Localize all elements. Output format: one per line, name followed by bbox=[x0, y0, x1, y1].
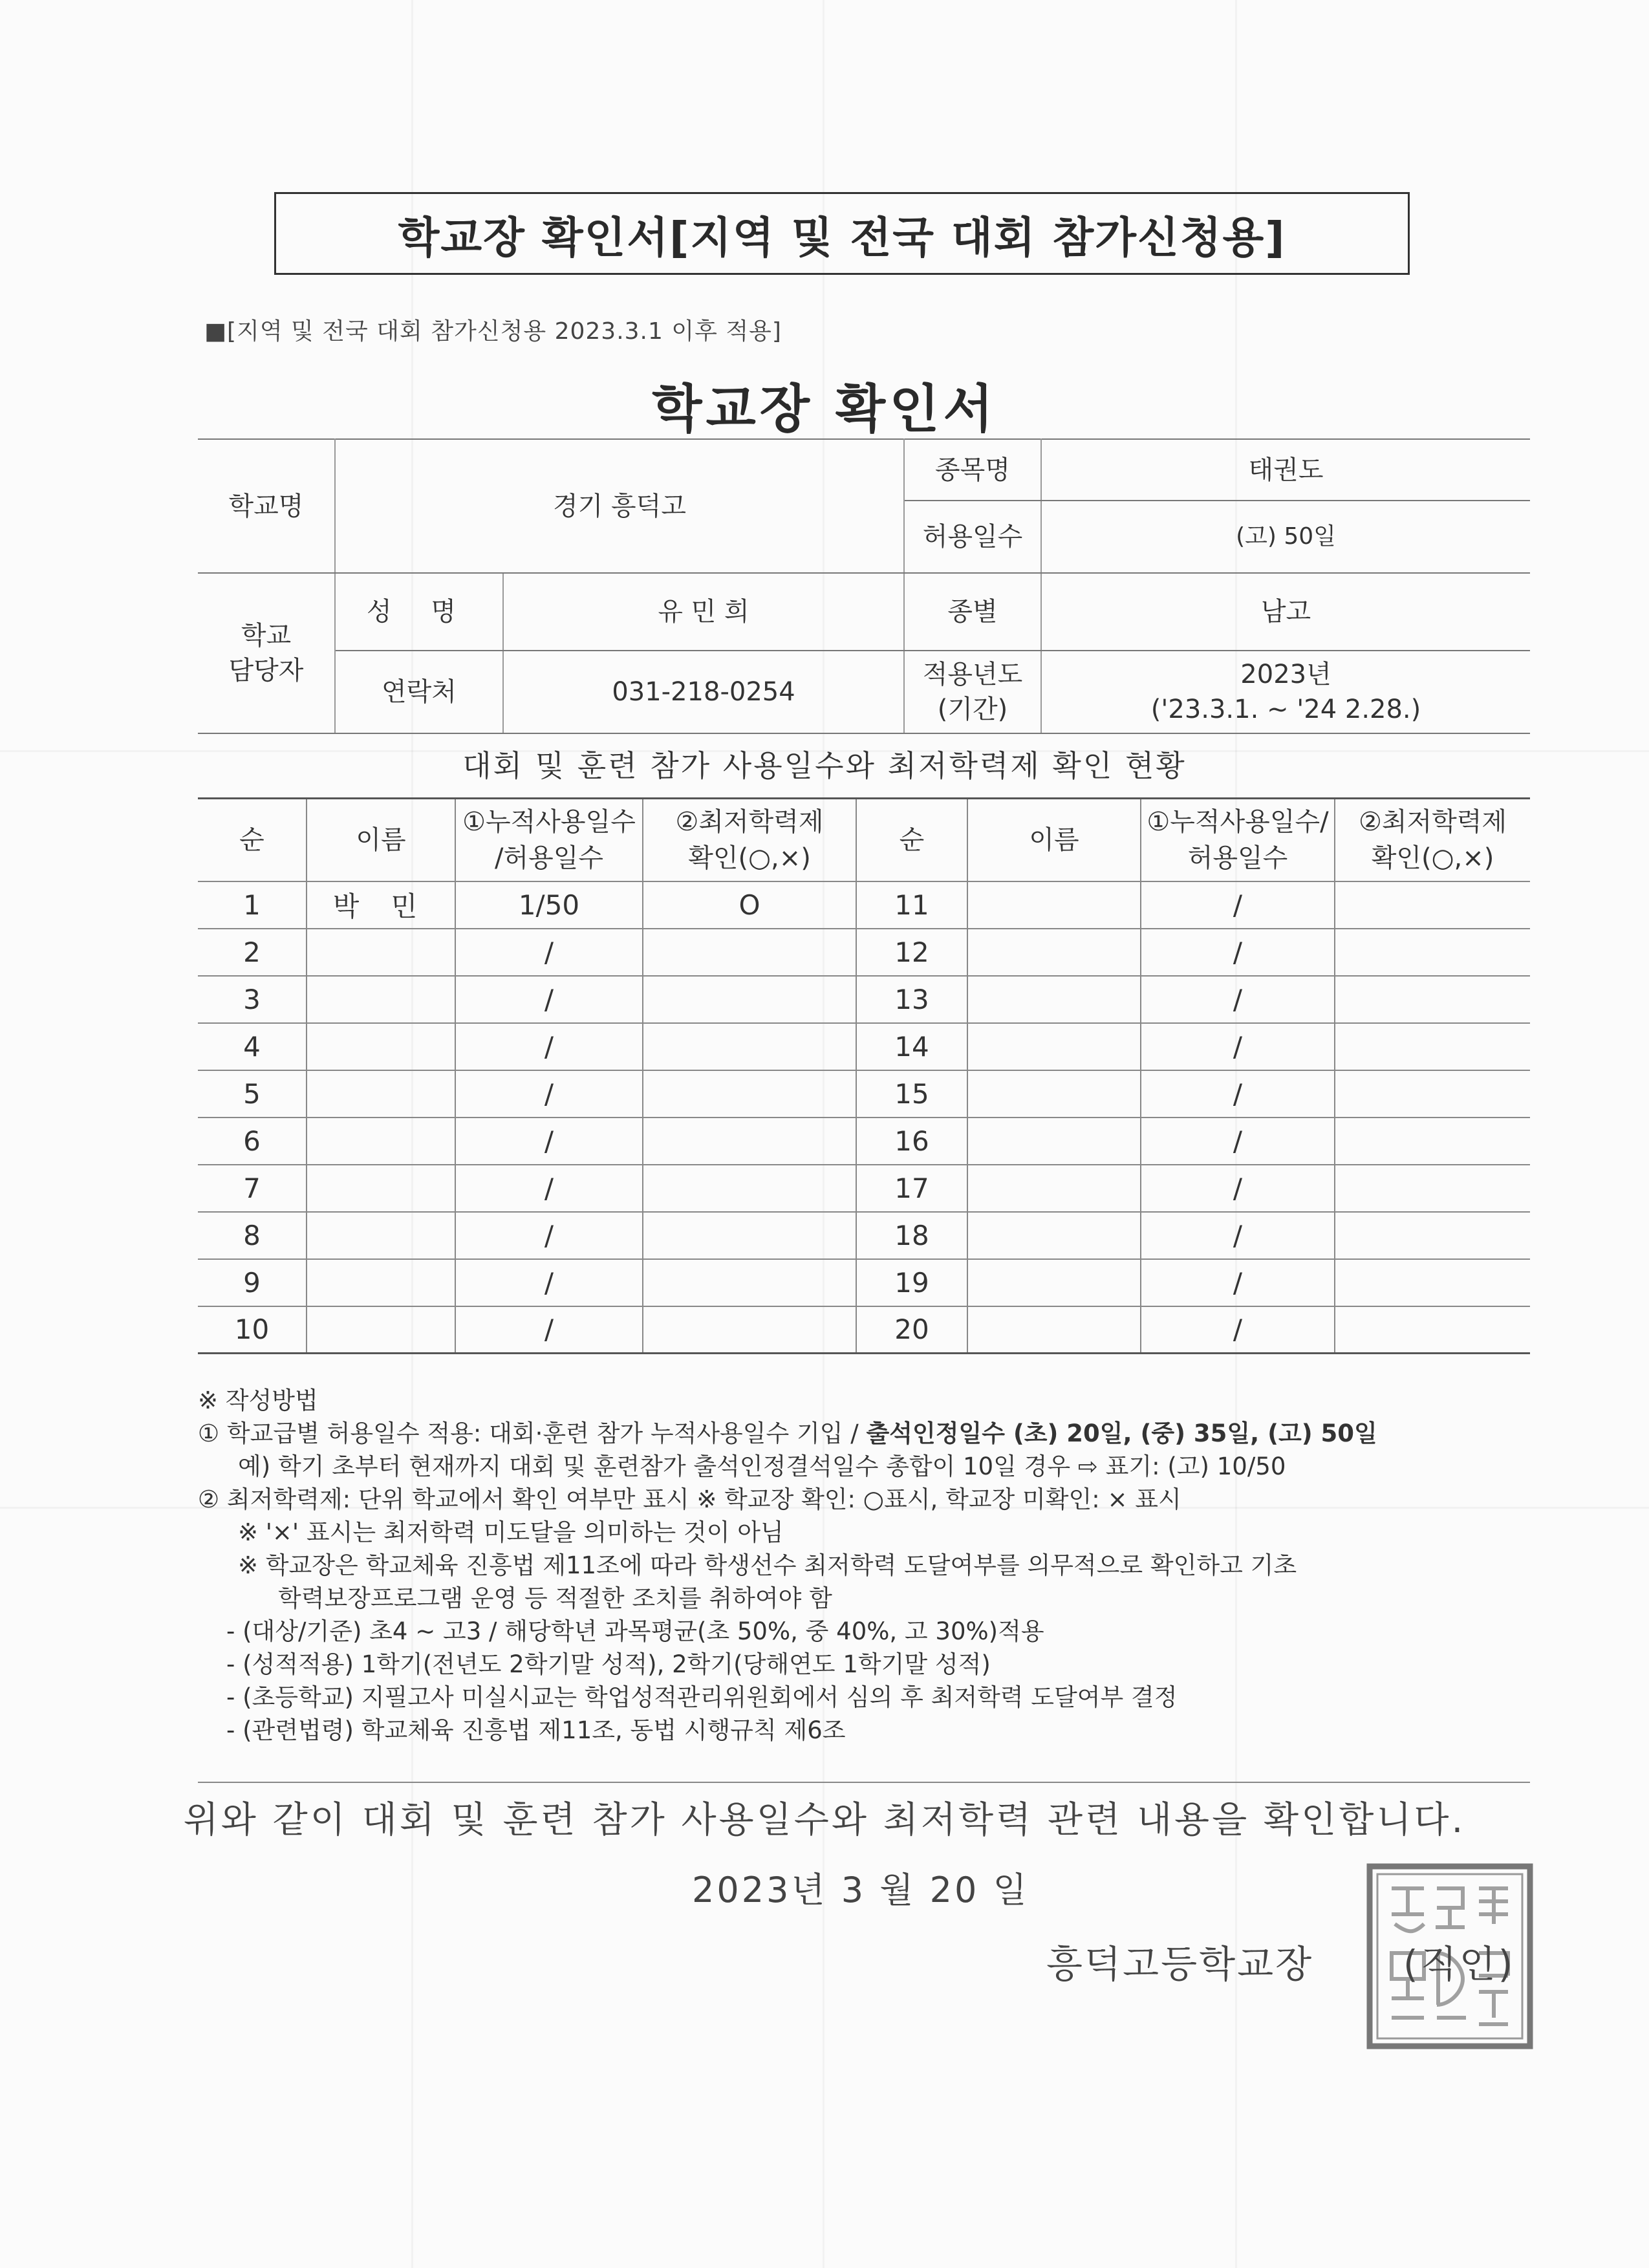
student-name bbox=[307, 1070, 455, 1118]
table-row bbox=[198, 976, 1530, 1023]
min-academic-check bbox=[643, 976, 856, 1023]
used-days: / bbox=[455, 1070, 643, 1118]
row-number: 16 bbox=[856, 1118, 967, 1165]
school-info-table bbox=[198, 438, 1530, 734]
min-academic-check bbox=[643, 929, 856, 976]
student-name bbox=[307, 976, 455, 1023]
student-name bbox=[307, 1259, 455, 1306]
student-name bbox=[967, 1023, 1141, 1070]
row-number: 1 bbox=[198, 881, 307, 929]
student-name bbox=[967, 1118, 1141, 1165]
row-number: 20 bbox=[856, 1306, 967, 1354]
used-days: / bbox=[1141, 1118, 1335, 1165]
seal-label: (직인) bbox=[1403, 1942, 1516, 1986]
row-number: 18 bbox=[856, 1212, 967, 1259]
table-row bbox=[198, 929, 1530, 976]
instruction-line: ※ 학교장은 학교체육 진흥법 제11조에 따라 학생선수 최저학력 도달여부를 의무적으로 확인하고 기초 bbox=[238, 1551, 1297, 1579]
header-num: 순 bbox=[198, 799, 307, 881]
used-days: / bbox=[455, 1165, 643, 1212]
header-check-line1: ②최저학력제 bbox=[675, 806, 824, 837]
table-row bbox=[198, 1165, 1530, 1212]
row-number: 4 bbox=[198, 1023, 307, 1070]
contact-value: 031-218-0254 bbox=[503, 651, 904, 733]
min-academic-check bbox=[643, 1118, 856, 1165]
used-days: / bbox=[455, 1306, 643, 1354]
application-note: ■[지역 및 전국 대회 참가신청용 2023.3.1 이후 적용] bbox=[204, 318, 782, 345]
row-number: 7 bbox=[198, 1165, 307, 1212]
name-label: 성 명 bbox=[335, 573, 503, 651]
student-name bbox=[307, 1023, 455, 1070]
used-days: / bbox=[1141, 1165, 1335, 1212]
used-days: / bbox=[455, 976, 643, 1023]
min-academic-check bbox=[643, 1165, 856, 1212]
student-name bbox=[967, 1259, 1141, 1306]
row-number: 6 bbox=[198, 1118, 307, 1165]
header-used-line1: ①누적사용일수 bbox=[462, 806, 636, 837]
header-check-line2: 확인(○,×) bbox=[688, 843, 811, 873]
table-row bbox=[198, 1259, 1530, 1306]
header-used-days-right bbox=[1141, 799, 1335, 881]
header-check-r-line1: ②최저학력제 bbox=[1358, 806, 1507, 837]
status-section-title: 대회 및 훈련 참가 사용일수와 최저학력제 확인 현황 bbox=[462, 748, 1187, 783]
confirmation-statement: 위와 같이 대회 및 훈련 참가 사용일수와 최저학력 관련 내용을 확인합니다. bbox=[183, 1799, 1466, 1841]
student-name: 박 민 bbox=[307, 881, 455, 929]
sport-label: 종목명 bbox=[904, 439, 1041, 501]
used-days: / bbox=[1141, 881, 1335, 929]
header-used-line2: /허용일수 bbox=[494, 843, 604, 873]
row-number: 3 bbox=[198, 976, 307, 1023]
min-academic-check bbox=[1335, 1165, 1530, 1212]
student-name bbox=[967, 1306, 1141, 1354]
row-number: 12 bbox=[856, 929, 967, 976]
min-academic-check bbox=[1335, 1023, 1530, 1070]
row-number: 2 bbox=[198, 929, 307, 976]
student-name bbox=[307, 929, 455, 976]
instruction-line: ※ '×' 표시는 최저학력 미도달을 의미하는 것이 아님 bbox=[238, 1518, 784, 1546]
header-used-r-line1: ①누적사용일수/ bbox=[1147, 806, 1329, 837]
year-label-line2: (기간) bbox=[937, 695, 1008, 724]
instruction-text: ① 학교급별 허용일수 적용: 대회·훈련 참가 누적사용일수 기입 / bbox=[198, 1420, 867, 1447]
divider bbox=[198, 1782, 1530, 1783]
min-academic-check bbox=[643, 1023, 856, 1070]
min-academic-check bbox=[1335, 1118, 1530, 1165]
row-number: 8 bbox=[198, 1212, 307, 1259]
row-number: 19 bbox=[856, 1259, 967, 1306]
used-days: / bbox=[1141, 1259, 1335, 1306]
student-name bbox=[967, 976, 1141, 1023]
instruction-line: - (관련법령) 학교체육 진흥법 제11조, 동법 시행규칙 제6조 bbox=[226, 1716, 846, 1744]
row-number: 10 bbox=[198, 1306, 307, 1354]
header-num-right: 순 bbox=[856, 799, 967, 881]
gender-label: 종별 bbox=[904, 573, 1041, 651]
min-academic-check bbox=[643, 1212, 856, 1259]
table-row bbox=[198, 1023, 1530, 1070]
manager-label bbox=[198, 573, 335, 733]
allowed-days-value: (고) 50일 bbox=[1041, 501, 1530, 573]
row-number: 11 bbox=[856, 881, 967, 929]
used-days: / bbox=[455, 929, 643, 976]
header-name: 이름 bbox=[307, 799, 455, 881]
school-label: 학교명 bbox=[198, 439, 335, 573]
instruction-line: 학력보장프로그램 운영 등 적절한 조치를 취하여야 함 bbox=[278, 1584, 832, 1612]
header-min-academic-right bbox=[1335, 799, 1530, 881]
used-days: / bbox=[1141, 1023, 1335, 1070]
manager-label-line2: 담당자 bbox=[228, 656, 304, 686]
min-academic-check bbox=[643, 1259, 856, 1306]
manager-name-value: 유 민 희 bbox=[503, 573, 904, 651]
instructions bbox=[198, 1384, 1536, 1747]
issue-date: 2023년 3 월 20 일 bbox=[692, 1870, 1029, 1910]
header-used-r-line2: 허용일수 bbox=[1187, 843, 1288, 873]
allowed-days-label: 허용일수 bbox=[904, 501, 1041, 573]
instructions-heading: ※ 작성방법 bbox=[198, 1387, 318, 1414]
student-name bbox=[307, 1212, 455, 1259]
used-days: / bbox=[1141, 1212, 1335, 1259]
document-box-title: 학교장 확인서[지역 및 전국 대회 참가신청용] bbox=[274, 192, 1410, 275]
used-days: / bbox=[455, 1259, 643, 1306]
year-label bbox=[904, 651, 1041, 733]
principal-title: 흥덕고등학교장 bbox=[1046, 1942, 1314, 1986]
table-row bbox=[198, 1212, 1530, 1259]
instruction-line bbox=[198, 1417, 1536, 1450]
student-name bbox=[967, 881, 1141, 929]
gender-value: 남고 bbox=[1041, 573, 1530, 651]
min-academic-check bbox=[1335, 976, 1530, 1023]
used-days: 1/50 bbox=[455, 881, 643, 929]
used-days: / bbox=[455, 1023, 643, 1070]
used-days: / bbox=[455, 1212, 643, 1259]
header-check-r-line2: 확인(○,×) bbox=[1371, 843, 1494, 873]
row-number: 17 bbox=[856, 1165, 967, 1212]
page-title: 학교장 확인서 bbox=[652, 379, 997, 439]
school-value: 경기 흥덕고 bbox=[335, 439, 904, 573]
min-academic-check bbox=[1335, 1259, 1530, 1306]
instruction-line: - (대상/기준) 초4 ~ 고3 / 해당학년 과목평균(초 50%, 중 40%, 고 30%)적용 bbox=[226, 1617, 1044, 1645]
student-name bbox=[307, 1306, 455, 1354]
min-academic-check bbox=[1335, 1212, 1530, 1259]
instruction-line: - (성적적용) 1학기(전년도 2학기말 성적), 2학기(당해연도 1학기말 성적) bbox=[226, 1650, 991, 1678]
instruction-line: - (초등학교) 지필고사 미실시교는 학업성적관리위원회에서 심의 후 최저학력 도달여부 결정 bbox=[226, 1683, 1178, 1711]
sport-value: 태권도 bbox=[1041, 439, 1530, 501]
roster-table bbox=[198, 797, 1530, 1354]
student-name bbox=[967, 929, 1141, 976]
min-academic-check bbox=[1335, 881, 1530, 929]
table-row bbox=[198, 881, 1530, 929]
used-days: / bbox=[1141, 929, 1335, 976]
year-value-line1: 2023년 bbox=[1240, 660, 1331, 689]
header-min-academic bbox=[643, 799, 856, 881]
year-value-line2: ('23.3.1. ~ '24 2.28.) bbox=[1150, 695, 1421, 724]
student-name bbox=[307, 1165, 455, 1212]
used-days: / bbox=[455, 1118, 643, 1165]
min-academic-check bbox=[1335, 929, 1530, 976]
student-name bbox=[307, 1118, 455, 1165]
row-number: 15 bbox=[856, 1070, 967, 1118]
year-label-line1: 적용년도 bbox=[922, 660, 1023, 689]
row-number: 13 bbox=[856, 976, 967, 1023]
min-academic-check: O bbox=[643, 881, 856, 929]
contact-label: 연락처 bbox=[335, 651, 503, 733]
student-name bbox=[967, 1212, 1141, 1259]
table-row bbox=[198, 1118, 1530, 1165]
used-days: / bbox=[1141, 1306, 1335, 1354]
min-academic-check bbox=[643, 1306, 856, 1354]
attendance-days-emphasis: 출석인정일수 (초) 20일, (중) 35일, (고) 50일 bbox=[866, 1420, 1377, 1447]
min-academic-check bbox=[643, 1070, 856, 1118]
row-number: 5 bbox=[198, 1070, 307, 1118]
table-row bbox=[198, 1306, 1530, 1354]
header-used-days bbox=[455, 799, 643, 881]
min-academic-check bbox=[1335, 1070, 1530, 1118]
row-number: 14 bbox=[856, 1023, 967, 1070]
used-days: / bbox=[1141, 1070, 1335, 1118]
used-days: / bbox=[1141, 976, 1335, 1023]
year-value bbox=[1041, 651, 1530, 733]
instruction-line: 예) 학기 초부터 현재까지 대회 및 훈련참가 출석인정결석일수 총합이 10일 경우 ⇨ 표기: (고) 10/50 bbox=[238, 1453, 1286, 1480]
row-number: 9 bbox=[198, 1259, 307, 1306]
table-row bbox=[198, 1070, 1530, 1118]
min-academic-check bbox=[1335, 1306, 1530, 1354]
manager-label-line1: 학교 bbox=[241, 621, 292, 651]
student-name bbox=[967, 1165, 1141, 1212]
header-name-right: 이름 bbox=[967, 799, 1141, 881]
instruction-line: ② 최저학력제: 단위 학교에서 확인 여부만 표시 ※ 학교장 확인: ○표시, 학교장 미확인: × 표시 bbox=[198, 1485, 1181, 1513]
student-name bbox=[967, 1070, 1141, 1118]
